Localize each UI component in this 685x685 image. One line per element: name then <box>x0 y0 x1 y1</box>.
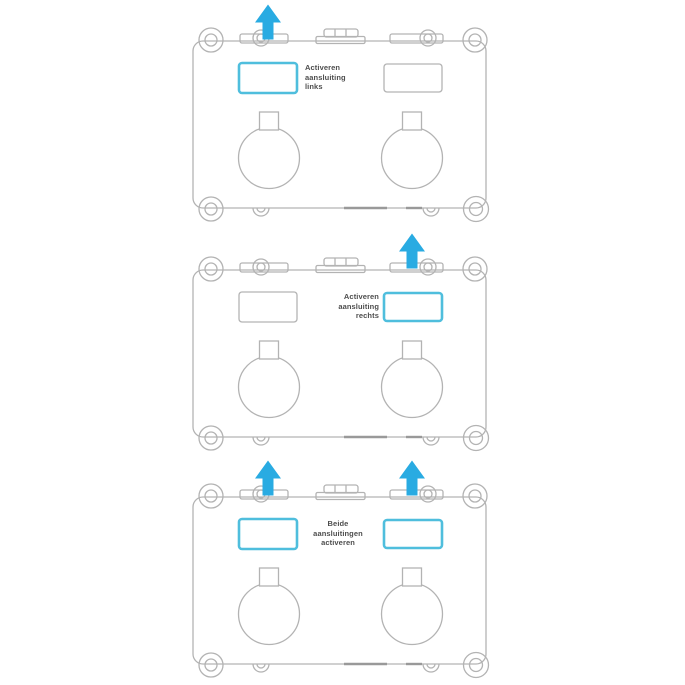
connection-slot-left <box>239 519 297 549</box>
label-line: activeren <box>321 538 355 548</box>
instruction-label <box>297 292 379 321</box>
connection-slot-right <box>384 293 442 321</box>
valve-device-diagram <box>193 484 489 678</box>
label-line: Beide <box>327 519 349 528</box>
instruction-panel-both <box>185 459 495 679</box>
label-line: Activeren <box>343 292 379 301</box>
instruction-label <box>297 519 379 548</box>
label-line: aansluiting <box>338 301 379 311</box>
label-line: aansluiting <box>305 72 346 82</box>
valve-device-diagram <box>193 28 489 222</box>
connection-slot-right <box>384 520 442 548</box>
label-line: aansluitingen <box>313 528 363 538</box>
connection-slot-right <box>384 64 442 92</box>
valve-device-diagram <box>193 257 489 451</box>
instruction-panel-left <box>185 3 495 223</box>
label-line: links <box>305 82 323 92</box>
label-line: Activeren <box>305 63 341 72</box>
instruction-label <box>297 63 387 92</box>
connection-slot-left <box>239 63 297 93</box>
instruction-panel-right <box>185 232 495 452</box>
label-line: rechts <box>355 311 379 321</box>
connection-slot-left <box>239 292 297 322</box>
